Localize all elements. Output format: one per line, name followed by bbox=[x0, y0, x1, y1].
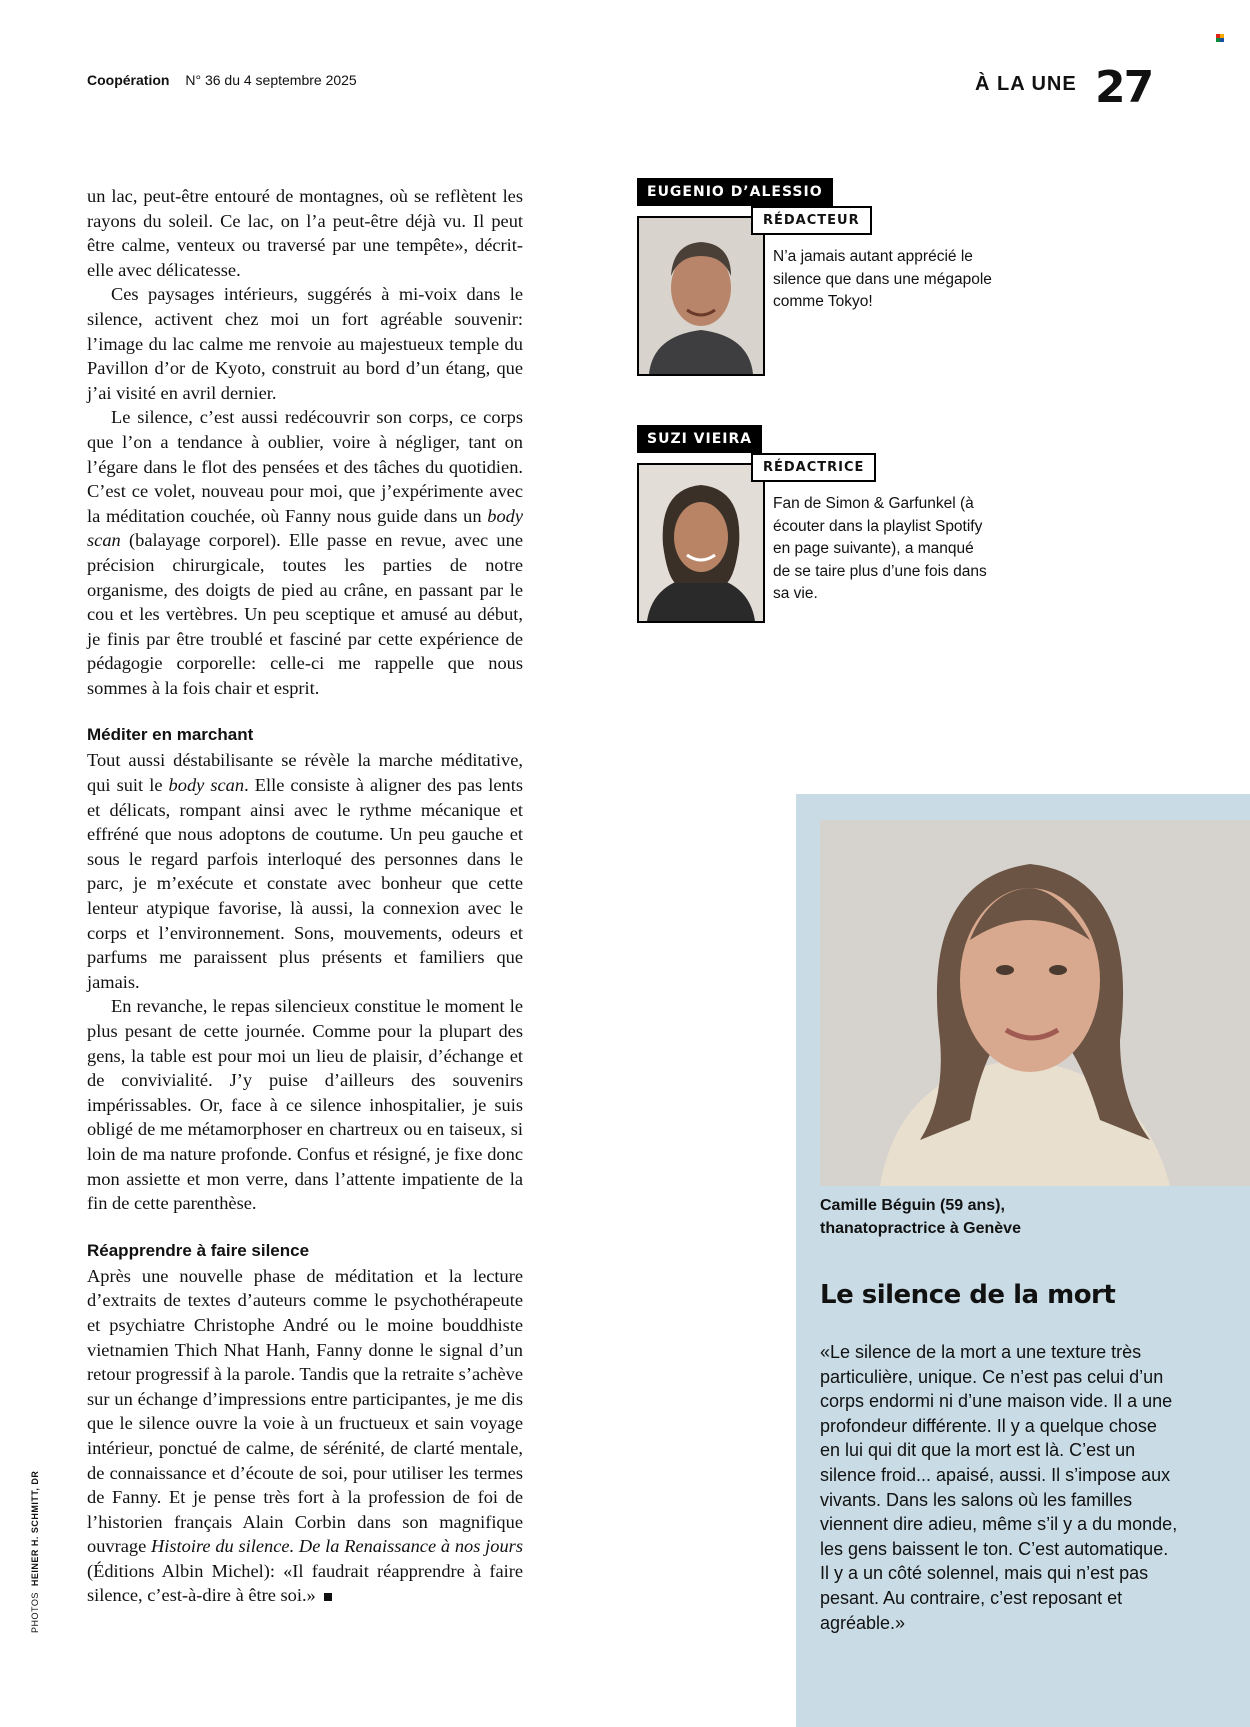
author-box bbox=[637, 425, 997, 602]
paragraph: Tout aussi déstabilisante se révèle la marche méditative, qui suit le body scan. Elle consiste à aligner des pas lents et délicats, rompant ainsi avec le rythme mécanique et effréné que nous adoptons de coutume. Un peu gauche et sous le regard parfois interloqué des personnes dans le parc, je m’exécute et constate avec bonheur que cette lenteur atypique favorise, là aussi, la connexion avec le corps et l’environnement. Sons, mouvements, odeurs et parfums me paraissent plus présents et familiers que jamais. bbox=[87, 750, 523, 992]
author-role: RÉDACTEUR bbox=[751, 206, 872, 235]
paragraph: Ces paysages intérieurs, suggérés à mi-voix dans le silence, activent chez moi un fort agréable souvenir: l’image du lac calme me renvoie au majestueux temple du Pavillon d’or de Kyoto, construit au bord d’un étang, que j’ai visité en avril dernier. bbox=[87, 284, 523, 403]
photo-credit: PHOTOSHEINER H. SCHMITT, DR bbox=[30, 1470, 40, 1633]
author-box bbox=[637, 178, 997, 310]
author-photo bbox=[637, 216, 765, 376]
sidebar-quote: «Le silence de la mort a une texture très particulière, unique. Ce n’est pas celui d’un corps endormi ni d’une maison vide. Il a une profondeur différente. Il y a quelque chose en lui qui dit que la mort est là. C’est un silence froid... apaisé, aussi. Il s’impose aux vivants. Dans les salons où les familles viennent dire adieu, même s’il y a du monde, les gens baissent le ton. C’est automatique. Il y a un côté solennel, mais qui n’est pas pesant. Au contraire, c’est reposant et agréable.» bbox=[820, 1342, 1178, 1633]
brand-logo-icon bbox=[1216, 34, 1224, 42]
page-number: 27 bbox=[1095, 62, 1153, 113]
section-label: À LA UNE bbox=[975, 73, 1077, 95]
paragraph: Après une nouvelle phase de méditation et la lecture d’extraits de textes d’auteurs comme le psychothérapeute et psychiatre Christophe André ou le moine bouddhiste vietnamien Thich Nhat Hanh, Fanny donne le signal d’un retour progressif à la parole. Tandis que la retraite s’achève sur un échange d’impressions entre participantes, je me dis que le silence ouvre la voie à un fructueux et sain voyage intérieur, ponctué de calme, de sérénité, de clarté mentale, de connaissance et d’écoute de soi, pour utiliser les termes de Fanny. Et je pense très fort à la profession de foi de l’historien français Alain Corbin dans son magnifique ouvrage Histoire du silence. De la Renaissance à nos jours (Éditions Albin Michel): «Il faudrait réapprendre à faire silence, c’est-à-dire à être soi.» bbox=[87, 1265, 523, 1606]
author-name: EUGENIO D’ALESSIO bbox=[637, 178, 833, 206]
paragraph: un lac, peut-être entouré de montagnes, où se reflètent les rayons du soleil. Ce lac, on l’a peut-être déjà vu. Il peut être calme, venteux ou traversé par une tempête», décrit-elle avec délicatesse. bbox=[87, 186, 523, 280]
author-name: SUZI VIEIRA bbox=[637, 425, 762, 453]
subheading: Réapprendre à faire silence bbox=[87, 1240, 310, 1260]
author-role: RÉDACTRICE bbox=[751, 453, 876, 482]
author-portrait-icon bbox=[639, 218, 763, 374]
interviewee-photo bbox=[820, 820, 1250, 1186]
page-header bbox=[87, 72, 357, 88]
paragraph: En revanche, le repas silencieux constitue le moment le plus pesant de cette journée. Comme pour la plupart des gens, la table est pour moi un lieu de plaisir, d’échange et de convivialité. J’y puise d’ailleurs des souvenirs impérissables. Or, face à ce silence inhospitalier, je suis obligé de me métamorphoser en chartreux ou en taiseux, si loin de ma nature profonde. Confus et résigné, je fixe donc mon assiette et mon verre, dans l’attente impatiente de la fin de cette parenthèse. bbox=[87, 996, 523, 1214]
sidebar-box bbox=[796, 794, 1250, 1727]
publication-name: Coopération bbox=[87, 72, 170, 88]
interviewee-portrait-icon bbox=[820, 820, 1250, 1186]
author-portrait-icon bbox=[639, 465, 763, 621]
issue-info: N° 36 du 4 septembre 2025 bbox=[185, 72, 357, 88]
subheading: Méditer en marchant bbox=[87, 725, 254, 745]
author-photo bbox=[637, 463, 765, 623]
author-bio: N’a jamais autant apprécié le silence que dans une mégapole comme Tokyo! bbox=[773, 248, 992, 310]
article-column bbox=[87, 184, 523, 1608]
photo-caption: Camille Béguin (59 ans), thanatopractrice à Genève bbox=[820, 1197, 1021, 1237]
end-mark-icon bbox=[324, 1593, 332, 1601]
sidebar-title: Le silence de la mort bbox=[820, 1280, 1116, 1310]
paragraph: Le silence, c’est aussi redécouvrir son corps, ce corps que l’on a tendance à oublier, voire à négliger, tant on l’égare dans le flot des pensées et des tâches du quotidien. C’est ce volet, nouveau pour moi, que j’expérimente avec la méditation couchée, où Fanny nous guide dans un body scan (balayage corporel). Elle passe en revue, avec une précision chirurgicale, toutes les parties de notre organisme, des doigts de pied au crâne, en passant par le cou et les vertèbres. Un peu sceptique et amusé au début, je finis par être troublé et fasciné par cette expérience de pédagogie corporelle: celle-ci me rappelle que nous sommes à la fois chair et esprit. bbox=[87, 407, 523, 698]
author-bio: Fan de Simon & Garfunkel (à écouter dans la playlist Spotify en page suivante), a manqué de se taire plus d’une fois dans sa vie. bbox=[773, 495, 987, 602]
